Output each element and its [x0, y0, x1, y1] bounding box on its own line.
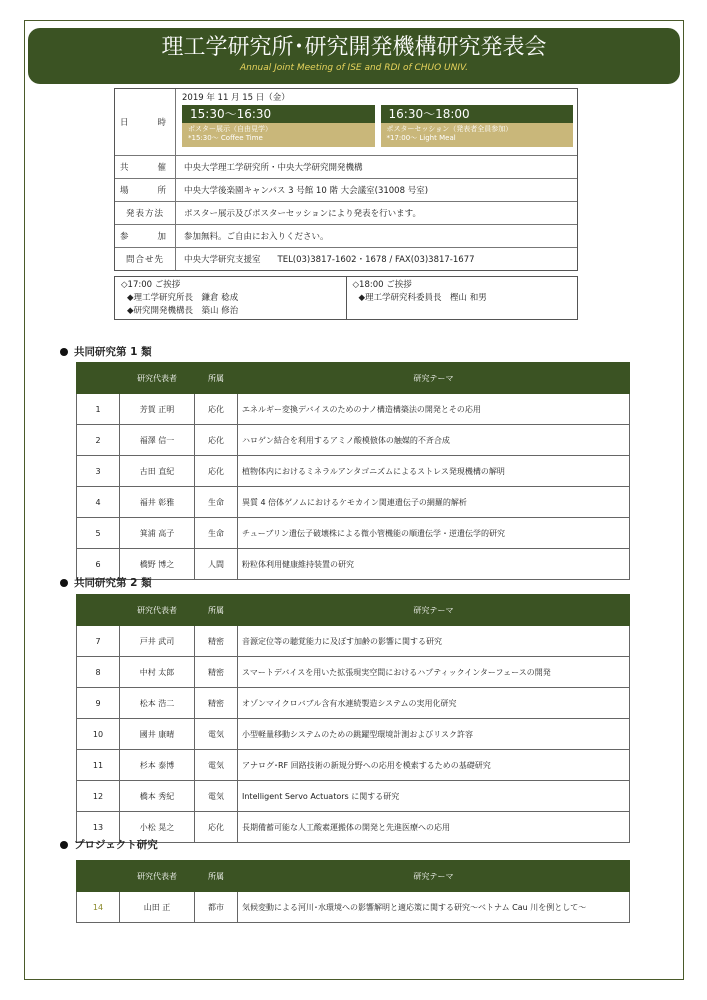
col-aff: 所属: [195, 861, 238, 892]
table-row: [77, 688, 630, 719]
row-aff: 生命: [195, 487, 238, 518]
row-name: 橋本 秀紀: [120, 781, 195, 812]
info-row: [115, 202, 577, 225]
section-heading-2: [60, 575, 152, 590]
row-name: 杉本 泰博: [120, 750, 195, 781]
row-name: 福井 彰雅: [120, 487, 195, 518]
row-theme: 植物体内におけるミネラルアンタゴニズムによるストレス発現機構の解明: [238, 456, 630, 487]
title-banner: [28, 28, 680, 84]
row-theme: 小型軽量移動システムのための跳躍型環境計測およびリスク許容: [238, 719, 630, 750]
info-value: 中央大学理工学研究所・中央大学研究開発機構: [184, 163, 363, 173]
row-theme: スマートデバイスを用いた拡張現実空間におけるハプティックインターフェースの開発: [238, 657, 630, 688]
row-name: 山田 正: [120, 892, 195, 923]
date-value: 2019 年 11 月 15 日（金）: [182, 93, 290, 103]
row-num: 3: [77, 456, 120, 487]
row-theme: 気候変動による河川･水環境への影響解明と適応策に関する研究～ベトナム Cau 川を例として～: [238, 892, 630, 923]
row-aff: 応化: [195, 425, 238, 456]
info-value: 中央大学研究支援室 TEL(03)3817-1602・1678 / FAX(03)3817-1677: [184, 255, 475, 265]
table-row: [77, 518, 630, 549]
info-label: 場 所: [115, 179, 176, 201]
page-subtitle: Annual Joint Meeting of ISE and RDI of CHUO UNIV.: [239, 63, 469, 73]
row-name: 國井 康晴: [120, 719, 195, 750]
row-num: 14: [77, 892, 120, 923]
info-label: 参 加: [115, 225, 176, 247]
table-row: [77, 487, 630, 518]
section-heading-1: [60, 344, 152, 359]
col-aff: 所属: [195, 363, 238, 394]
table-header: [77, 861, 630, 892]
row-theme: ハロゲン結合を利用するアミノ酸模倣体の触媒的不斉合成: [238, 425, 630, 456]
row-theme: オゾンマイクロバブル含有水連続製造システムの実用化研究: [238, 688, 630, 719]
row-num: 1: [77, 394, 120, 425]
bullet-icon: [60, 348, 68, 356]
row-name: 古田 直紀: [120, 456, 195, 487]
col-num: [77, 595, 120, 626]
row-theme: チューブリン遺伝子破壊株による微小管機能の順遺伝学・逆遺伝学的研究: [238, 518, 630, 549]
slot2-line1: ポスターセッション（発表者全員参加）: [386, 125, 513, 133]
row-num: 10: [77, 719, 120, 750]
research-table-3: [76, 860, 630, 923]
col-rep: 研究代表者: [120, 861, 195, 892]
info-value: ポスター展示及びポスターセッションにより発表を行います。: [184, 209, 421, 219]
info-value: 中央大学後楽園キャンパス 3 号館 10 階 大会議室(31008 号室): [184, 186, 429, 196]
table-row: [77, 719, 630, 750]
row-theme: 異質 4 倍体ゲノムにおけるケモカイン関連遺伝子の網羅的解析: [238, 487, 630, 518]
slot-poster-session: [381, 105, 574, 147]
table-row: [77, 892, 630, 923]
row-name: 福澤 信一: [120, 425, 195, 456]
row-aff: 電気: [195, 719, 238, 750]
info-label: 共 催: [115, 156, 176, 178]
table-row: [77, 394, 630, 425]
research-table-1: [76, 362, 630, 580]
info-row: [115, 179, 577, 202]
info-value: 参加無料。ご自由にお入りください。: [184, 232, 329, 242]
row-aff: 生命: [195, 518, 238, 549]
slot-poster-exhibit: [182, 105, 375, 147]
greetings-left: [115, 277, 347, 319]
greet-left-time: ◇17:00 ご挨拶: [121, 280, 181, 290]
row-theme: 粉粒体利用健康維持装置の研究: [238, 549, 630, 580]
row-name: 戸井 武司: [120, 626, 195, 657]
info-label: 発表方法: [115, 202, 176, 224]
row-aff: 精密: [195, 688, 238, 719]
row-num: 9: [77, 688, 120, 719]
row-aff: 電気: [195, 781, 238, 812]
page-title: 理工学研究所･研究開発機構研究発表会: [161, 35, 547, 60]
row-aff: 電気: [195, 750, 238, 781]
col-theme: 研究テーマ: [238, 363, 630, 394]
row-aff: 精密: [195, 657, 238, 688]
info-row: [115, 248, 577, 270]
greet-right-time: ◇18:00 ご挨拶: [352, 280, 412, 290]
row-name: 橋野 博之: [120, 549, 195, 580]
col-rep: 研究代表者: [120, 595, 195, 626]
research-table-2: [76, 594, 630, 843]
greetings-right: [347, 277, 578, 319]
col-theme: 研究テーマ: [238, 861, 630, 892]
col-num: [77, 363, 120, 394]
row-name: 芳賀 正明: [120, 394, 195, 425]
row-name: 松本 浩二: [120, 688, 195, 719]
table-row: [77, 657, 630, 688]
row-num: 4: [77, 487, 120, 518]
row-num: 11: [77, 750, 120, 781]
row-theme: Intelligent Servo Actuators に関する研究: [238, 781, 630, 812]
section3-title: プロジェクト研究: [74, 839, 158, 851]
info-row-date: [115, 89, 577, 156]
row-name: 中村 太郎: [120, 657, 195, 688]
greet-right-l1: ◆理工学研究科委員長 樫山 和男: [358, 293, 487, 303]
row-num: 8: [77, 657, 120, 688]
greet-left-l1: ◆理工学研究所長 鎌倉 稔成: [127, 293, 239, 303]
slot1-line2: *15:30～ Coffee Time: [188, 134, 263, 142]
col-num: [77, 861, 120, 892]
row-theme: エネルギー変換デバイスのためのナノ構造構築法の開発とその応用: [238, 394, 630, 425]
row-theme: 音源定位等の聴覚能力に及ぼす加齢の影響に関する研究: [238, 626, 630, 657]
date-label: 日 時: [115, 89, 176, 155]
table-row: [77, 812, 630, 843]
row-num: 7: [77, 626, 120, 657]
slot2-line2: *17:00～ Light Meal: [386, 134, 456, 142]
row-aff: 精密: [195, 626, 238, 657]
row-theme: 長期備蓄可能な人工酸素運搬体の開発と先進医療への応用: [238, 812, 630, 843]
bullet-icon: [60, 579, 68, 587]
row-theme: アナログ･RF 回路技術の新規分野への応用を模索するための基礎研究: [238, 750, 630, 781]
row-aff: 都市: [195, 892, 238, 923]
info-row: [115, 156, 577, 179]
table-row: [77, 549, 630, 580]
table-row: [77, 750, 630, 781]
table-header: [77, 595, 630, 626]
table-row: [77, 781, 630, 812]
row-num: 6: [77, 549, 120, 580]
col-aff: 所属: [195, 595, 238, 626]
info-label: 問合せ先: [115, 248, 176, 270]
info-row: [115, 225, 577, 248]
slot2-time: 16:30～18:00: [381, 105, 574, 123]
table-row: [77, 425, 630, 456]
slot1-time: 15:30～16:30: [182, 105, 375, 123]
info-table: [114, 88, 578, 271]
row-num: 2: [77, 425, 120, 456]
row-name: 箕浦 高子: [120, 518, 195, 549]
row-aff: 人間: [195, 549, 238, 580]
section2-title: 共同研究第 2 類: [74, 577, 152, 589]
row-num: 5: [77, 518, 120, 549]
slot1-line1: ポスター展示（自由見学）: [188, 125, 272, 133]
row-aff: 応化: [195, 394, 238, 425]
row-name: 小松 晃之: [120, 812, 195, 843]
row-aff: 応化: [195, 456, 238, 487]
col-rep: 研究代表者: [120, 363, 195, 394]
section1-title: 共同研究第 1 類: [74, 346, 152, 358]
row-num: 12: [77, 781, 120, 812]
section-heading-3: [60, 837, 158, 852]
table-row: [77, 626, 630, 657]
col-theme: 研究テーマ: [238, 595, 630, 626]
row-num: 13: [77, 812, 120, 843]
greetings-box: [114, 276, 578, 320]
table-row: [77, 456, 630, 487]
bullet-icon: [60, 841, 68, 849]
table-header: [77, 363, 630, 394]
greet-left-l2: ◆研究開発機構長 築山 修治: [127, 306, 239, 316]
date-cell: [176, 89, 577, 155]
row-aff: 応化: [195, 812, 238, 843]
